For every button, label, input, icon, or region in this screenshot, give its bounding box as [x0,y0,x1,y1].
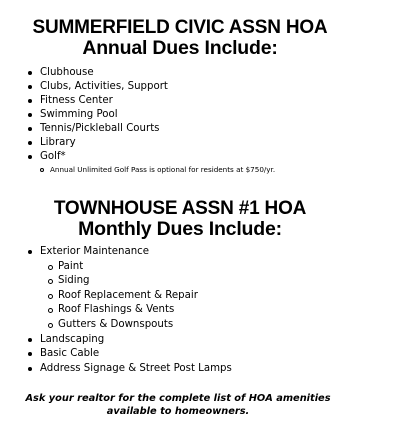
list-item: Swimming Pool [27,108,387,122]
footer-line-1: Ask your realtor for the complete list of HOA amenities [25,393,331,404]
annual-dues-list [27,66,387,175]
golf-pass-note: Annual Unlimited Golf Pass is optional for residents at $750/yr. [27,164,387,175]
list-item: Fitness Center [27,94,387,108]
annual-dues-subtitle: Annual Dues Include: [82,37,278,60]
list-item: Tennis/Pickleball Courts [27,122,387,136]
sub-list-item: Roof Replacement & Repair [27,289,387,304]
list-item: Address Signage & Street Post Lamps [27,362,387,377]
townhouse-title: TOWNHOUSE ASSN #1 HOA [53,198,307,219]
list-item: Clubhouse [27,66,387,80]
monthly-dues-list [27,245,387,376]
list-item: Basic Cable [27,347,387,362]
sub-list-item: Siding [27,274,387,289]
sub-list-item: Roof Flashings & Vents [27,303,387,318]
sub-list-item: Gutters & Downspouts [27,318,387,333]
summerfield-heading [0,17,360,60]
sub-list-item: Paint [27,260,387,275]
realtor-footer-note [0,392,356,418]
list-item: Exterior Maintenance [27,245,387,260]
summerfield-title: SUMMERFIELD CIVIC ASSN HOA [32,17,328,38]
monthly-dues-subtitle: Monthly Dues Include: [78,218,282,241]
footer-line-2: available to homeowners. [106,406,250,417]
list-item: Clubs, Activities, Support [27,80,387,94]
list-item: Library [27,136,387,150]
townhouse-heading [0,198,360,241]
list-item: Landscaping [27,333,387,348]
list-item: Golf* [27,150,387,164]
